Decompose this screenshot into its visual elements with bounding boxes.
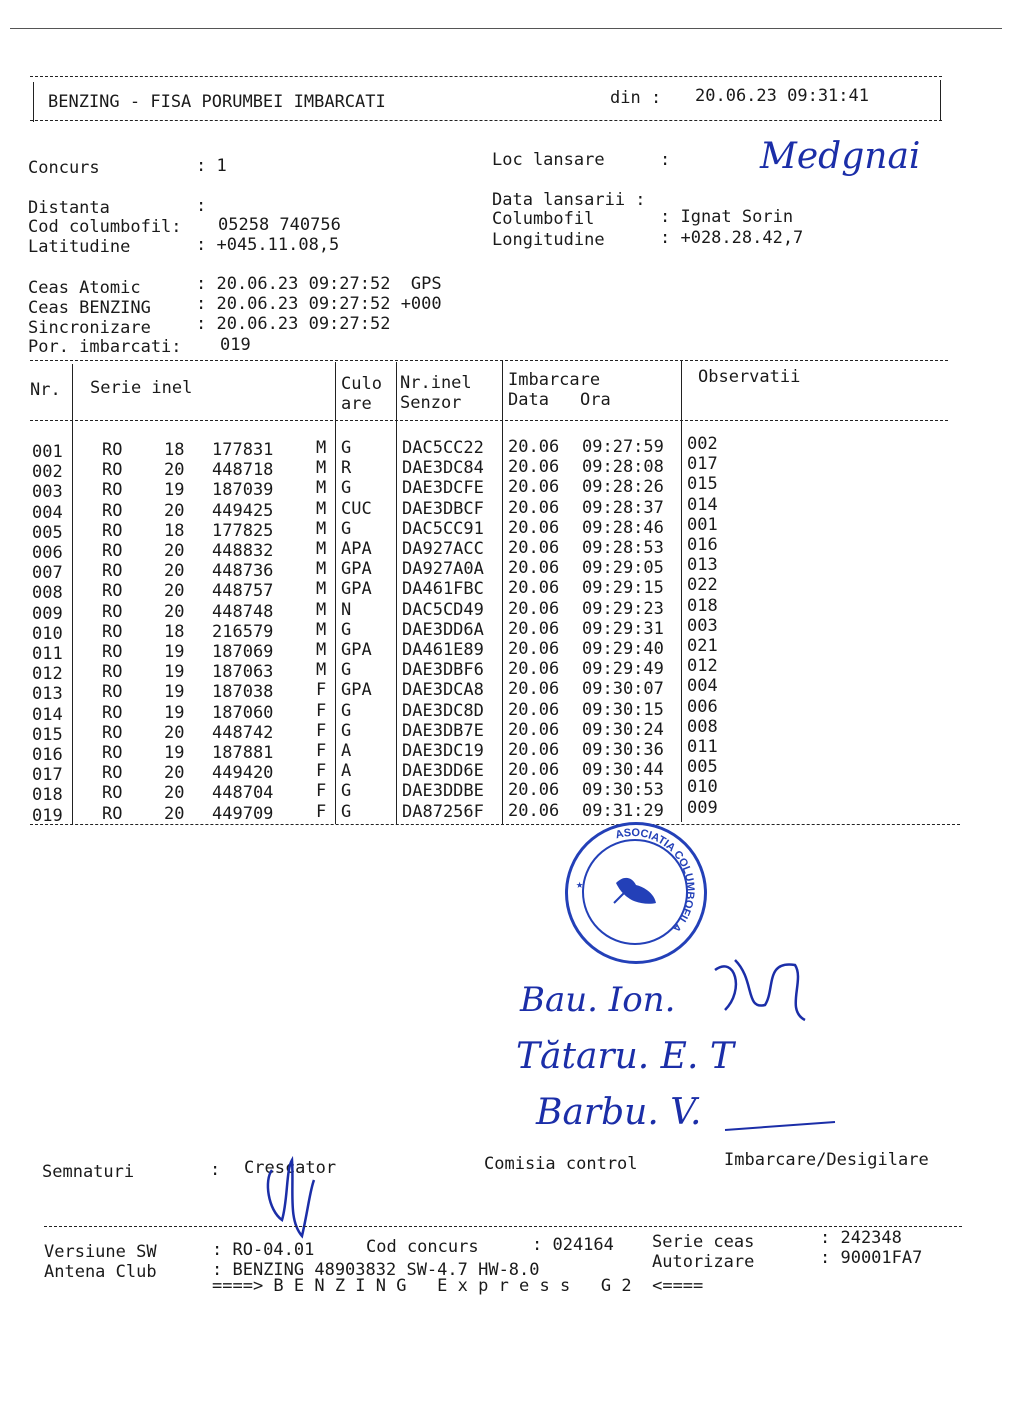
row-year: 18 <box>164 520 185 541</box>
row-time: 09:30:44 <box>582 760 664 781</box>
row-color: A <box>341 741 352 761</box>
header-imbarcare: Imbarcare <box>508 370 601 390</box>
row-sex: M <box>316 539 327 559</box>
crescator-label: Crescator <box>244 1158 337 1178</box>
row-country: RO <box>102 621 123 642</box>
row-time: 09:28:08 <box>582 457 664 478</box>
row-color: APA <box>341 539 372 559</box>
versiune-label: Versiune SW <box>44 1242 157 1262</box>
header-data: Data <box>508 390 549 410</box>
row-date: 20.06 <box>508 477 560 498</box>
row-obs: 001 <box>687 514 718 535</box>
row-sex: F <box>316 761 327 782</box>
row-ring: 449709 <box>212 803 274 824</box>
concurs-value: : 1 <box>196 156 227 176</box>
row-sensor: DA87256F <box>402 801 484 822</box>
col-sep-4 <box>502 360 503 824</box>
row-sensor: DAE3DC84 <box>402 458 484 479</box>
row-obs: 006 <box>687 696 718 717</box>
row-year: 20 <box>164 581 185 602</box>
row-color: A <box>341 761 352 782</box>
col-sep-2 <box>335 362 336 824</box>
row-sensor: DAE3DBF6 <box>402 660 484 681</box>
loc-value: : <box>660 150 671 170</box>
benzing-express-banner: ====> B E N Z I N G E x p r e s s G 2 <==== <box>212 1276 704 1296</box>
row-ring: 177825 <box>212 520 274 541</box>
row-obs: 002 <box>687 434 718 454</box>
row-sex: F <box>316 720 327 741</box>
row-time: 09:29:15 <box>582 578 664 599</box>
row-date: 20.06 <box>508 659 560 680</box>
row-sex: F <box>316 700 327 721</box>
comisia-label: Comisia control <box>484 1154 638 1174</box>
row-color: G <box>341 619 352 640</box>
row-date: 20.06 <box>508 437 560 457</box>
table-bottom-rule <box>30 824 960 825</box>
din-value: 20.06.23 09:31:41 <box>695 86 869 106</box>
row-sensor: DA461FBC <box>402 579 484 600</box>
latitudine-label: Latitudine <box>28 237 131 257</box>
row-date: 20.06 <box>508 578 560 599</box>
row-sensor: DAE3DBCF <box>402 498 484 519</box>
por-value: 019 <box>220 335 251 355</box>
header-left-bar <box>33 82 34 122</box>
sincronizare-value: : 20.06.23 09:27:52 <box>196 314 391 334</box>
row-ring: 187881 <box>212 743 274 763</box>
row-country: RO <box>102 662 123 683</box>
row-ring: 448718 <box>212 460 274 481</box>
row-date: 20.06 <box>508 598 560 619</box>
ceas-atomic-label: Ceas Atomic <box>28 278 141 298</box>
row-nr: 016 <box>32 745 63 765</box>
signature-1: Bau. Ion. <box>520 980 676 1020</box>
row-nr: 018 <box>32 785 63 806</box>
signature-3: Barbu. V. <box>536 1092 702 1133</box>
row-year: 20 <box>164 561 185 582</box>
row-nr: 017 <box>32 765 63 786</box>
row-sex: M <box>316 438 327 458</box>
row-sex: M <box>316 640 327 660</box>
row-date: 20.06 <box>508 618 560 639</box>
row-country: RO <box>102 642 123 662</box>
header-culo: Culo <box>341 374 382 394</box>
row-year: 20 <box>164 803 185 824</box>
header-ora: Ora <box>580 390 611 410</box>
versiune-value: : RO-04.01 <box>212 1240 315 1260</box>
cod-label: Cod columbofil: <box>28 217 182 237</box>
row-year: 20 <box>164 763 185 784</box>
row-sensor: DAE3DD6A <box>402 619 484 640</box>
row-obs: 008 <box>687 716 718 737</box>
row-year: 19 <box>164 642 185 662</box>
row-year: 18 <box>164 621 185 642</box>
row-color: G <box>341 801 352 822</box>
row-nr: 002 <box>32 462 63 483</box>
row-sensor: DAE3DC8D <box>402 700 484 721</box>
autorizare-label: Autorizare <box>652 1252 755 1272</box>
row-sensor: DAE3DDBE <box>402 781 484 802</box>
row-ring: 187069 <box>212 642 274 662</box>
row-obs: 004 <box>687 676 718 697</box>
row-time: 09:28:37 <box>582 497 664 518</box>
signature-strike-icon <box>720 1100 840 1140</box>
row-date: 20.06 <box>508 457 560 478</box>
row-country: RO <box>102 783 123 804</box>
row-sex: M <box>316 518 327 539</box>
row-ring: 187038 <box>212 682 274 703</box>
row-time: 09:30:53 <box>582 780 664 801</box>
row-sensor: DAE3DB7E <box>402 720 484 741</box>
longitudine-value: : +028.28.42,7 <box>660 228 804 248</box>
pigeon-icon <box>606 863 666 923</box>
row-date: 20.06 <box>508 780 560 801</box>
row-year: 20 <box>164 722 185 743</box>
row-year: 20 <box>164 783 185 804</box>
serie-ceas-value: : 242348 <box>820 1228 902 1248</box>
footer-rule <box>44 1226 962 1227</box>
row-obs: 003 <box>687 615 718 636</box>
svg-text:ASOCIATIA COLUMBOFILA: ASOCIATIA COLUMBOFILA <box>614 826 697 935</box>
row-time: 09:30:36 <box>582 740 664 760</box>
row-sex: M <box>316 498 327 519</box>
row-obs: 011 <box>687 737 718 757</box>
row-date: 20.06 <box>508 800 560 821</box>
row-obs: 016 <box>687 535 718 555</box>
row-nr: 010 <box>32 623 63 644</box>
row-time: 09:28:46 <box>582 517 664 538</box>
col-sep-3 <box>396 362 397 824</box>
row-obs: 005 <box>687 757 718 778</box>
cod-value: 05258 740756 <box>218 215 341 235</box>
row-country: RO <box>102 460 123 481</box>
row-country: RO <box>102 480 123 501</box>
table-header-rule <box>30 420 948 421</box>
association-stamp <box>565 822 707 964</box>
row-sex: M <box>316 599 327 620</box>
row-sensor: DA927A0A <box>402 559 484 580</box>
row-nr: 012 <box>32 664 63 685</box>
din-label: din : <box>610 88 662 108</box>
row-obs: 010 <box>687 777 718 798</box>
signature-scribble-icon <box>705 950 815 1030</box>
row-year: 19 <box>164 662 185 683</box>
row-time: 09:30:07 <box>582 679 664 700</box>
row-ring: 448832 <box>212 541 274 561</box>
row-time: 09:29:40 <box>582 639 664 659</box>
row-year: 19 <box>164 480 185 501</box>
row-sex: F <box>316 680 327 701</box>
row-country: RO <box>102 440 123 460</box>
row-color: GPA <box>341 680 372 701</box>
row-date: 20.06 <box>508 719 560 740</box>
row-color: GPA <box>341 579 372 600</box>
row-ring: 187039 <box>212 480 274 501</box>
row-ring: 448704 <box>212 783 274 804</box>
row-sensor: DAC5CC91 <box>402 518 484 539</box>
header-serie: Serie inel <box>90 378 193 398</box>
row-country: RO <box>102 743 123 763</box>
header-bottom-rule <box>30 120 942 121</box>
row-date: 20.06 <box>508 740 560 760</box>
row-nr: 019 <box>32 805 63 826</box>
row-sex: M <box>316 478 327 499</box>
row-time: 09:30:15 <box>582 699 664 720</box>
star-icon: ★ <box>576 877 584 891</box>
row-sensor: DAE3DD6E <box>402 761 484 782</box>
row-nr: 015 <box>32 724 63 745</box>
columbofil-label: Columbofil <box>492 209 595 229</box>
row-color: N <box>341 599 352 620</box>
row-year: 18 <box>164 440 185 460</box>
row-obs: 012 <box>687 656 718 677</box>
row-color: GPA <box>341 559 372 580</box>
row-sex: M <box>316 458 327 479</box>
imbarcare-label: Imbarcare/Desigilare <box>724 1150 929 1170</box>
row-nr: 006 <box>32 543 63 563</box>
row-nr: 001 <box>32 442 63 462</box>
row-ring: 449425 <box>212 500 274 521</box>
row-date: 20.06 <box>508 679 560 700</box>
row-sensor: DA927ACC <box>402 539 484 559</box>
row-country: RO <box>102 803 123 824</box>
row-time: 09:29:31 <box>582 618 664 639</box>
row-obs: 017 <box>687 454 718 475</box>
row-country: RO <box>102 682 123 703</box>
row-color: G <box>341 478 352 499</box>
row-time: 09:30:24 <box>582 719 664 740</box>
row-nr: 011 <box>32 644 63 664</box>
row-color: G <box>341 781 352 802</box>
row-year: 20 <box>164 541 185 561</box>
row-sex: M <box>316 559 327 580</box>
row-nr: 009 <box>32 603 63 624</box>
row-time: 09:27:59 <box>582 437 664 457</box>
row-date: 20.06 <box>508 699 560 720</box>
row-nr: 003 <box>32 482 63 503</box>
row-sensor: DA461E89 <box>402 640 484 660</box>
row-sex: F <box>316 781 327 802</box>
row-date: 20.06 <box>508 497 560 518</box>
concurs-label: Concurs <box>28 158 100 178</box>
row-year: 19 <box>164 743 185 763</box>
row-date: 20.06 <box>508 760 560 781</box>
row-date: 20.06 <box>508 517 560 538</box>
row-ring: 177831 <box>212 440 274 460</box>
row-country: RO <box>102 601 123 622</box>
row-time: 09:29:23 <box>582 598 664 619</box>
row-time: 09:31:29 <box>582 800 664 821</box>
row-color: G <box>341 700 352 721</box>
col-sep-5 <box>681 360 682 822</box>
row-nr: 007 <box>32 563 63 584</box>
row-ring: 448742 <box>212 722 274 743</box>
row-obs: 022 <box>687 575 718 596</box>
row-sensor: DAC5CD49 <box>402 599 484 620</box>
distanta-value: : <box>196 196 207 216</box>
row-sex: F <box>316 741 327 761</box>
row-obs: 018 <box>687 595 718 616</box>
row-color: G <box>341 720 352 741</box>
row-nr: 008 <box>32 583 63 604</box>
header-observatii: Observatii <box>698 367 801 387</box>
row-country: RO <box>102 763 123 784</box>
cod-concurs-label: Cod concurs <box>366 1237 479 1257</box>
row-sex: M <box>316 619 327 640</box>
ceas-benzing-label: Ceas BENZING <box>28 298 151 318</box>
row-country: RO <box>102 520 123 541</box>
row-obs: 014 <box>687 494 718 515</box>
row-ring: 448736 <box>212 561 274 582</box>
ceas-atomic-value: : 20.06.23 09:27:52 GPS <box>196 274 442 294</box>
row-sensor: DAE3DC19 <box>402 741 484 761</box>
semnaturi-colon: : <box>210 1160 221 1180</box>
row-year: 20 <box>164 601 185 622</box>
row-nr: 004 <box>32 502 63 523</box>
sincronizare-label: Sincronizare <box>28 318 151 338</box>
semnaturi-label: Semnaturi <box>42 1162 135 1182</box>
row-obs: 013 <box>687 555 718 576</box>
row-sex: F <box>316 801 327 822</box>
row-year: 19 <box>164 702 185 723</box>
columbofil-value: : Ignat Sorin <box>660 207 794 227</box>
row-ring: 449420 <box>212 763 274 784</box>
header-nr: Nr. <box>30 380 61 400</box>
report-title: BENZING - FISA PORUMBEI IMBARCATI <box>48 92 386 112</box>
serie-ceas-label: Serie ceas <box>652 1232 755 1252</box>
row-date: 20.06 <box>508 558 560 579</box>
row-ring: 187063 <box>212 662 274 683</box>
cod-concurs-value: : 024164 <box>532 1235 614 1255</box>
row-ring: 187060 <box>212 702 274 723</box>
ceas-benzing-value: : 20.06.23 09:27:52 +000 <box>196 294 442 314</box>
row-time: 09:29:49 <box>582 659 664 680</box>
row-time: 09:29:05 <box>582 558 664 579</box>
table-top-rule <box>30 360 948 361</box>
row-nr: 013 <box>32 684 63 705</box>
row-color: GPA <box>341 640 372 660</box>
row-obs: 009 <box>687 797 718 818</box>
row-country: RO <box>102 702 123 723</box>
loc-label: Loc lansare <box>492 150 605 170</box>
row-year: 19 <box>164 682 185 703</box>
row-color: G <box>341 438 352 458</box>
row-year: 20 <box>164 460 185 481</box>
header-are: are <box>341 394 372 414</box>
row-country: RO <box>102 500 123 521</box>
row-nr: 014 <box>32 704 63 725</box>
scan-top-rule <box>10 28 1002 29</box>
row-nr: 005 <box>32 522 63 543</box>
row-sensor: DAE3DCA8 <box>402 680 484 701</box>
row-date: 20.06 <box>508 639 560 659</box>
antena-label: Antena Club <box>44 1262 157 1282</box>
row-date: 20.06 <box>508 538 560 558</box>
col-sep-1 <box>72 364 73 824</box>
row-ring: 448748 <box>212 601 274 622</box>
header-right-bar <box>940 80 941 120</box>
header-top-rule <box>30 76 942 77</box>
row-time: 09:28:26 <box>582 477 664 498</box>
row-time: 09:28:53 <box>582 538 664 558</box>
row-year: 20 <box>164 500 185 521</box>
row-sensor: DAC5CC22 <box>402 438 484 458</box>
loc-handwritten: Medgnai <box>760 136 921 177</box>
signature-2: Tătaru. E. T <box>516 1036 734 1077</box>
row-country: RO <box>102 541 123 561</box>
por-label: Por. imbarcati: <box>28 337 182 357</box>
row-color: R <box>341 458 352 479</box>
row-obs: 015 <box>687 474 718 495</box>
antena-value: : BENZING 48903832 SW-4.7 HW-8.0 <box>212 1260 540 1280</box>
row-country: RO <box>102 581 123 602</box>
header-senzor: Senzor <box>400 393 462 413</box>
row-country: RO <box>102 722 123 743</box>
row-sensor: DAE3DCFE <box>402 478 484 499</box>
row-ring: 216579 <box>212 621 274 642</box>
header-nrinel: Nr.inel <box>400 373 472 393</box>
latitudine-value: : +045.11.08,5 <box>196 235 340 255</box>
row-country: RO <box>102 561 123 582</box>
row-sex: M <box>316 660 327 681</box>
row-color: G <box>341 660 352 681</box>
row-ring: 448757 <box>212 581 274 602</box>
row-color: G <box>341 518 352 539</box>
row-color: CUC <box>341 498 372 519</box>
row-sex: M <box>316 579 327 600</box>
distanta-label: Distanta <box>28 198 110 218</box>
row-obs: 021 <box>687 636 718 656</box>
autorizare-value: : 90001FA7 <box>820 1248 923 1268</box>
longitudine-label: Longitudine <box>492 230 605 250</box>
data-lansarii-label: Data lansarii : <box>492 190 646 210</box>
